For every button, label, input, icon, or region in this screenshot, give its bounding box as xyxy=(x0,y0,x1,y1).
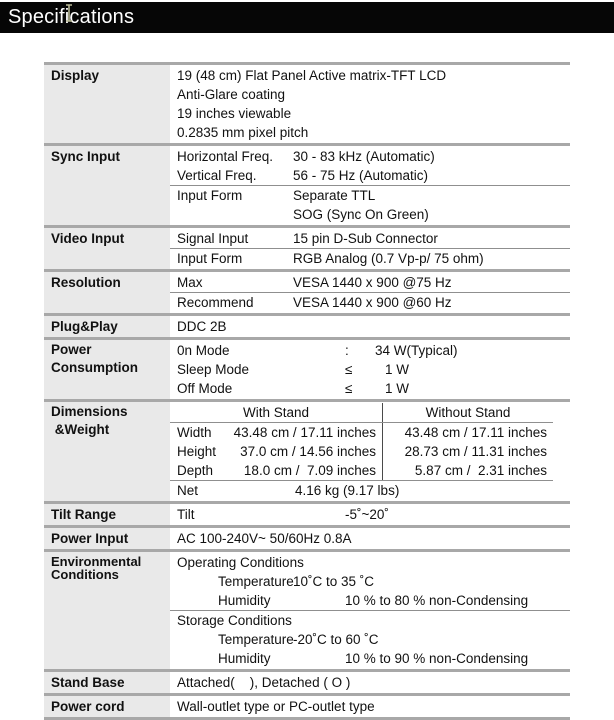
section-label: Plug&Play xyxy=(44,316,170,337)
column-header-without-stand: Without Stand xyxy=(425,405,511,420)
spec-row: Width 43.48 cm / 17.11 inches 43.48 cm / 17.11 inches xyxy=(177,425,547,440)
spec-row: Off Mode ≤ 1 W xyxy=(177,381,410,396)
dimensions-subtable xyxy=(170,403,553,481)
spec-row: Input Form Separate TTL xyxy=(170,185,570,205)
spec-value: DDC 2B xyxy=(177,319,227,334)
section-sync-input xyxy=(44,146,570,228)
section-label: Stand Base xyxy=(44,672,170,693)
display-line: Anti-Glare coating xyxy=(177,87,286,102)
spec-value: Wall-outlet type or PC-outlet type xyxy=(177,699,375,714)
net-weight-row: Net 4.16 kg (9.17 lbs) xyxy=(177,483,400,498)
display-line: 19 inches viewable xyxy=(177,106,292,121)
section-label: Dimensions &Weight xyxy=(44,402,170,501)
spec-row: Vertical Freq. 56 - 75 Hz (Automatic) xyxy=(177,168,429,183)
section-label: Tilt Range xyxy=(44,504,170,525)
spec-row: Sleep Mode ≤ 1 W xyxy=(177,362,410,377)
spec-row: 0n Mode : 34 W(Typical) xyxy=(177,343,458,358)
spec-table xyxy=(44,62,570,720)
spec-value: Attached( ), Detached ( O ) xyxy=(177,675,351,690)
section-label: Power Input xyxy=(44,528,170,549)
section-label: Environmental Conditions xyxy=(44,552,170,669)
section-label: Power cord xyxy=(44,696,170,717)
section-plug-play xyxy=(44,316,570,340)
spec-row: Max VESA 1440 x 900 @75 Hz xyxy=(177,275,452,290)
storage-conditions-block: Storage Conditions Temperature -20˚C to 60 ˚C Humidity 10 % to 90 % non-Condensing xyxy=(170,610,570,668)
spec-row: Temperature 10˚C to 35 ˚C xyxy=(218,574,375,589)
section-label: Power Consumption xyxy=(44,340,170,399)
page-title: Specifications xyxy=(8,6,135,28)
section-environmental-conditions xyxy=(44,552,570,672)
section-label: Sync Input xyxy=(44,146,170,225)
spec-row: Tilt -5˚~20˚ xyxy=(177,507,389,522)
section-label: Display xyxy=(44,65,170,143)
display-line: 0.2835 mm pixel pitch xyxy=(177,125,309,140)
spec-row: Humidity 10 % to 80 % non-Condensing xyxy=(218,593,529,608)
spec-row: Recommend VESA 1440 x 900 @60 Hz xyxy=(170,292,570,312)
dimensions-header-row xyxy=(170,403,553,423)
display-line: 19 (48 cm) Flat Panel Active matrix-TFT LCD xyxy=(177,68,447,83)
spec-row: Input Form RGB Analog (0.7 Vp-p/ 75 ohm) xyxy=(170,248,570,268)
section-label: Video Input xyxy=(44,228,170,269)
section-resolution xyxy=(44,272,570,316)
spec-row: Height 37.0 cm / 14.56 inches 28.73 cm / 11.31 inches xyxy=(177,444,547,459)
text-cursor-icon xyxy=(64,4,74,27)
column-header-with-stand: With Stand xyxy=(170,403,383,422)
operating-conditions-block: Operating Conditions Temperature 10˚C to 35 ˚C Humidity 10 % to 80 % non-Condensing xyxy=(170,553,570,610)
spec-row: Signal Input 15 pin D-Sub Connector xyxy=(177,231,438,246)
section-tilt-range xyxy=(44,504,570,528)
section-dimensions-weight xyxy=(44,402,570,504)
title-bar xyxy=(0,2,614,33)
spec-row: SOG (Sync On Green) xyxy=(293,207,429,222)
section-power-input xyxy=(44,528,570,552)
spec-row: Temperature -20˚C to 60 ˚C xyxy=(218,632,379,647)
section-power-consumption xyxy=(44,340,570,402)
section-video-input xyxy=(44,228,570,272)
spec-row: Depth 18.0 cm / 7.09 inches 5.87 cm / 2.31 inches xyxy=(177,463,547,478)
spec-row: Humidity 10 % to 90 % non-Condensing xyxy=(218,651,529,666)
section-display xyxy=(44,65,570,146)
spec-value: AC 100-240V~ 50/60Hz 0.8A xyxy=(177,531,352,546)
spec-row: Horizontal Freq. 30 - 83 kHz (Automatic) xyxy=(177,149,435,164)
section-stand-base xyxy=(44,672,570,696)
section-label: Resolution xyxy=(44,272,170,313)
